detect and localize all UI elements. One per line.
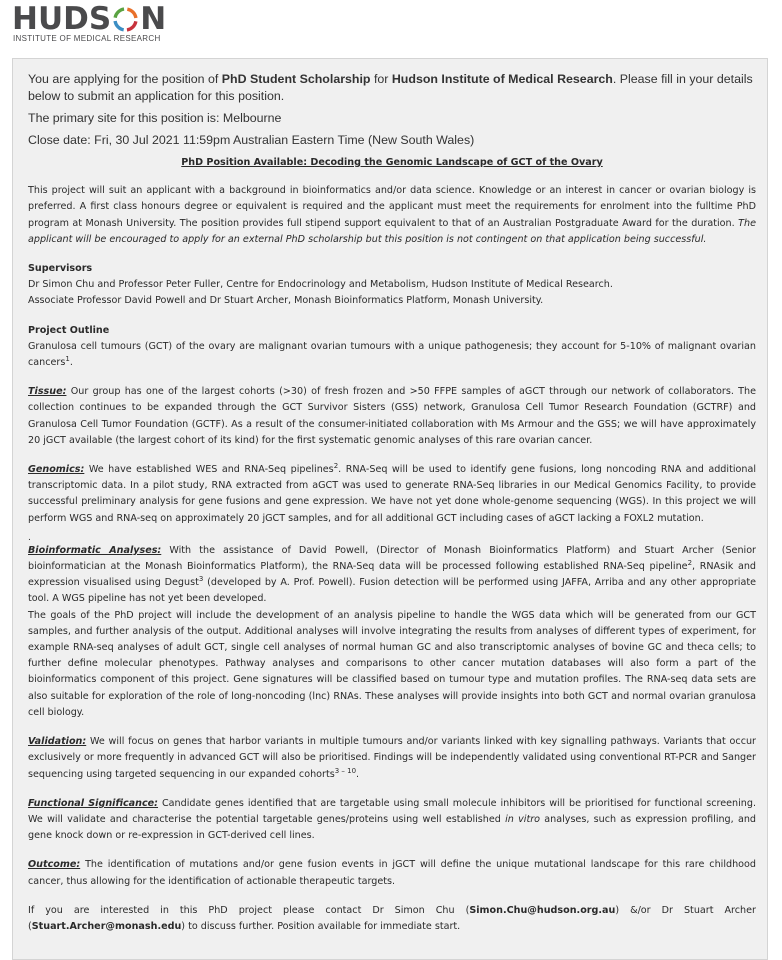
hudson-logo[interactable]	[12, 1, 166, 43]
intro-paragraph: You are applying for the position of PhD Student Scholarship for Hudson Institute of Medical Research. Please fill in your details below to submit an application for this position.	[28, 72, 753, 103]
genomics-lead: Genomics:	[28, 464, 85, 476]
bioinformatics-lead: Bioinformatic Analyses:	[28, 544, 162, 556]
tissue-paragraph: Tissue: Our group has one of the largest cohorts (>30) of fresh frozen and >50 FFPE samples of aGCT through our network of collaborators. The collection continues to be expanded through the GCT Survivor Sisters (GSS) network, Granulosa Cell Tumor Research Foundation (GCTRF) and Granulosa Cell Tumor Foundation (GCTF). As a result of the consumer-initiated collaboration with Ms Armour and the GSS; we will have approximately 20 jGCT available (the largest cohort of its kind) for the first systematic genomic analyses of this rare ovarian cancer.	[28, 386, 756, 446]
supervisors-heading: Supervisors	[28, 263, 93, 275]
email-link-chu[interactable]: Simon.Chu@hudson.org.au	[469, 904, 616, 916]
genomics-paragraph: Genomics: We have established WES and RNA-Seq pipelines$^2$. RNA-Seq will be used to identify gene fusions, long noncoding RNA and additional transcriptomic data. In a pilot study, RNA extracted from aGCT was used to generate RNA-Seq libraries in our Medical Genomics Facility, to provide successful preliminary analysis for gene fusions and gene expression. We have not yet done whole-genome sequencing (WGS). In this project we will perform WGS and RNA-seq on approximately 20 jGCT samples, and for all additional GCT including cases of aGCT lacking a FOXL2 mutation.	[28, 461, 756, 524]
logo-ring-icon	[112, 6, 139, 33]
summary-note: The applicant will be encouraged to apply for an external PhD scholarship but this position is not contingent on that application being successful.	[28, 217, 756, 245]
outline-heading: Project Outline	[28, 324, 110, 336]
primary-site: The primary site for this position is: Melbourne	[28, 111, 282, 125]
application-panel	[12, 58, 768, 960]
email-link-archer[interactable]: Stuart.Archer@monash.edu	[31, 920, 182, 932]
tissue-lead: Tissue:	[28, 386, 67, 398]
validation-paragraph: Validation: We will focus on genes that harbor variants in multiple tumours and/or variants linked with key signalling pathways. Variants that occur exclusively or more frequently in advanced GCT will also be prioritised. Findings will be independently validated using conventional RT-PCR and Sanger sequencing using targeted sequencing in our expanded cohorts$^{3 - 10}$.	[28, 736, 756, 780]
stray-dot: .	[28, 532, 31, 543]
application-intro	[28, 71, 754, 149]
contact-paragraph: If you are interested in this PhD project please contact Dr Simon Chu (Simon.Chu@hudson.org.au) &/or Dr Stuart Archer (Stuart.Archer@monash.edu) to discuss further. Position available for immediate start.	[28, 904, 756, 932]
logo-wordmark	[12, 1, 166, 37]
validation-lead: Validation:	[28, 736, 87, 748]
logo-text-right: N	[140, 1, 167, 37]
outcome-lead: Outcome:	[28, 859, 81, 871]
institute-name: Hudson Institute of Medical Research	[391, 72, 613, 86]
position-title: PhD Position Available: Decoding the Genomic Landscape of GCT of the Ovary	[181, 157, 603, 168]
goals-paragraph: The goals of the PhD project will include the development of an analysis pipeline to handle the WGS data which will be generated from our GCT samples, and further analysis of the output. Additional analyses will involve integrating the results from analyses of different types of experiment, for example RNA-seq analyses of adult GCT, single cell analyses of normal human GC and also transcriptomic analyses of bovine GC and theca cells; to further define molecular phenotypes. Pathway analyses and comparisons to other cancer mutation databases will also form a part of the bioinformatics component of this project. Gene signatures will be classified based on tumour type and mutation profiles. The RNA-seq data sets are also suitable for exploration of the role of long-noncoding (lnc) RNAs. These analyses will provide insights into both GCT and normal ovarian granulosa cell biology.	[28, 609, 756, 718]
outline-paragraph: Granulosa cell tumours (GCT) of the ovary are malignant ovarian tumours with a unique pathogenesis; they account for 5-10% of malignant ovarian cancers$^1$.	[28, 340, 756, 369]
position-name: PhD Student Scholarship	[221, 72, 371, 86]
supervisors-line-2: Associate Professor David Powell and Dr Stuart Archer, Monash Bioinformatics Platform, Monash University.	[28, 295, 544, 307]
close-date: Close date: Fri, 30 Jul 2021 11:59pm Australian Eastern Time (New South Wales)	[28, 133, 475, 147]
outcome-paragraph: Outcome: The identification of mutations and/or gene fusion events in jGCT will define the unique mutational landscape for this rare childhood cancer, thus allowing for the identification of actionable therapeutic targets.	[28, 859, 756, 887]
summary-paragraph: This project will suit an applicant with a background in bioinformatics and/or data science. Knowledge or an interest in cancer or ovarian biology is preferred. A first class honours degree or equivalent is required and the applicant must meet the requirements for enrolment into the fulltime PhD program at Monash University. The position provides full stipend support equivalent to that of an Australian Postgraduate Award for the duration. The applicant will be encouraged to apply for an external PhD scholarship but this position is not contingent on that application being successful.	[28, 185, 756, 245]
functional-lead: Functional Significance:	[28, 797, 159, 809]
position-description	[28, 155, 756, 935]
logo-text-left: HUDS	[12, 1, 112, 37]
logo-subtitle: INSTITUTE OF MEDICAL RESEARCH	[13, 34, 161, 43]
bioinformatics-paragraph: Bioinformatic Analyses: With the assistance of David Powell, (Director of Monash Bioinformatics Platform) and Stuart Archer (Senior bioinformatician at the Monash Bioinformatics Platform), the RNA-Seq data will be processed following established RNA-Seq pipeline$^2$, RNAsik and expression visualised using Degust$^3$ (developed by A. Prof. Powell). Fusion detection will be performed using JAFFA, Arriba and any other appropriate tool. A WGS pipeline has not yet been developed.	[28, 544, 757, 605]
functional-paragraph: Functional Significance: Candidate genes identified that are targetable using small molecule inhibitors will be prioritised for functional screening. We will validate and characterise the potential targetable genes/proteins using well established in vitro analyses, such as expression profiling, and gene knock down or re-expression in GCT-derived cell lines.	[28, 797, 756, 842]
supervisors-line-1: Dr Simon Chu and Professor Peter Fuller, Centre for Endocrinology and Metabolism, Hudson Institute of Medical Research.	[28, 279, 613, 291]
